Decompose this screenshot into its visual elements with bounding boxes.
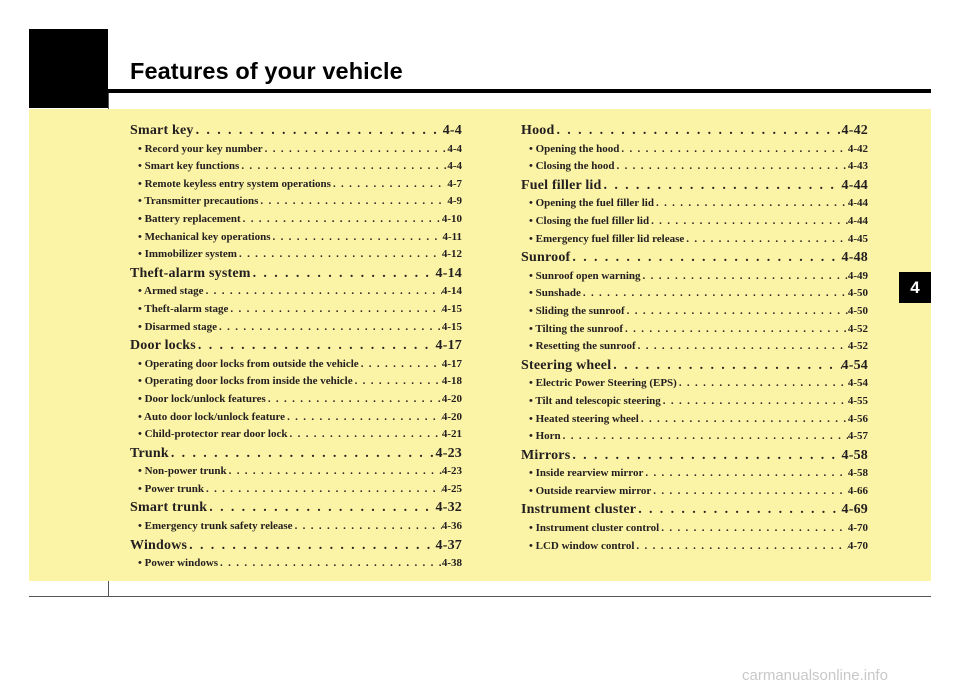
toc-page-number: 4-25 bbox=[441, 482, 462, 495]
toc-leader-dots bbox=[227, 463, 442, 481]
toc-subsection-entry[interactable] bbox=[130, 301, 462, 319]
toc-page-number: 4-49 bbox=[847, 269, 868, 282]
toc-subsection-entry[interactable] bbox=[130, 319, 462, 337]
toc-leader-dots bbox=[204, 283, 442, 301]
toc-page-number: 4-70 bbox=[847, 522, 868, 535]
toc-subsection-entry[interactable] bbox=[130, 373, 462, 391]
toc-entry-label: • Sliding the sunroof bbox=[529, 304, 625, 317]
toc-page-number: 4-50 bbox=[847, 287, 868, 300]
toc-page-number: 4-18 bbox=[441, 375, 462, 388]
toc-page-number: 4-70 bbox=[847, 539, 868, 552]
toc-entry-label: • Transmitter precautions bbox=[138, 195, 259, 208]
toc-entry-label: • Opening the hood bbox=[529, 142, 620, 155]
toc-leader-dots bbox=[285, 409, 442, 427]
toc-subsection-entry[interactable] bbox=[521, 538, 868, 556]
toc-subsection-entry[interactable] bbox=[130, 409, 462, 427]
toc-page-number: 4-23 bbox=[435, 445, 462, 461]
toc-entry-label: Hood bbox=[521, 123, 555, 138]
toc-leader-dots bbox=[641, 268, 848, 286]
toc-subsection-entry[interactable] bbox=[521, 483, 868, 501]
toc-subsection-entry[interactable] bbox=[130, 426, 462, 444]
chapter-number-badge: 4 bbox=[899, 272, 931, 303]
toc-entry-label: • Power windows bbox=[138, 557, 219, 570]
toc-entry-label: • Closing the fuel filler lid bbox=[529, 214, 650, 227]
toc-entry-label: • Sunshade bbox=[529, 287, 581, 300]
toc-subsection-entry[interactable] bbox=[130, 283, 462, 301]
toc-entry-label: Door locks bbox=[130, 338, 196, 354]
toc-page-number: 4-14 bbox=[441, 285, 462, 298]
toc-leader-dots bbox=[654, 195, 848, 213]
toc-entry-label: • Opening the fuel filler lid bbox=[529, 197, 654, 210]
toc-subsection-entry[interactable] bbox=[521, 428, 868, 446]
toc-section-entry[interactable] bbox=[521, 446, 868, 466]
toc-entry-label: • Operating door locks from inside the vehicle bbox=[138, 375, 353, 388]
toc-leader-dots bbox=[218, 555, 442, 573]
toc-subsection-entry[interactable] bbox=[130, 211, 462, 229]
toc-page-number: 4-57 bbox=[847, 430, 868, 443]
toc-subsection-entry[interactable] bbox=[130, 246, 462, 264]
toc-section-entry[interactable] bbox=[521, 500, 868, 520]
toc-leader-dots bbox=[625, 303, 848, 321]
toc-entry-label: • Auto door lock/unlock feature bbox=[138, 410, 286, 423]
toc-leader-dots bbox=[196, 336, 436, 356]
toc-entry-label: • Horn bbox=[529, 430, 561, 443]
toc-page-number: 4-55 bbox=[847, 394, 868, 407]
toc-subsection-entry[interactable] bbox=[521, 158, 868, 176]
toc-entry-label: Fuel filler lid bbox=[521, 177, 602, 193]
toc-page-number: 4-17 bbox=[441, 357, 462, 370]
toc-entry-label: • Battery replacement bbox=[138, 212, 241, 225]
toc-page-number: 4-36 bbox=[441, 520, 462, 533]
toc-subsection-entry[interactable] bbox=[521, 411, 868, 429]
toc-subsection-entry[interactable] bbox=[521, 268, 868, 286]
toc-leader-dots bbox=[677, 375, 848, 393]
toc-entry-label: • Mechanical key operations bbox=[138, 230, 271, 243]
toc-subsection-entry[interactable] bbox=[130, 391, 462, 409]
toc-subsection-entry[interactable] bbox=[521, 393, 868, 411]
toc-page-number: 4-12 bbox=[441, 248, 462, 261]
toc-entry-label: • Immobilizer system bbox=[138, 248, 237, 261]
toc-entry-label: • Heated steering wheel bbox=[529, 412, 639, 425]
toc-leader-dots bbox=[659, 520, 848, 538]
toc-entry-label: Steering wheel bbox=[521, 357, 612, 373]
toc-section-entry[interactable] bbox=[130, 264, 462, 284]
toc-leader-dots bbox=[258, 193, 447, 211]
toc-leader-dots bbox=[194, 121, 443, 141]
toc-page-number: 4-20 bbox=[441, 410, 462, 423]
toc-leader-dots bbox=[649, 213, 848, 231]
toc-entry-label: • Outside rearview mirror bbox=[529, 484, 652, 497]
toc-entry-label: • Closing the hood bbox=[529, 160, 615, 173]
toc-entry-label: • Disarmed stage bbox=[138, 320, 218, 333]
toc-entry-label: • Tilt and telescopic steering bbox=[529, 394, 661, 407]
toc-subsection-entry[interactable] bbox=[521, 231, 868, 249]
toc-right-column bbox=[521, 121, 868, 555]
toc-subsection-entry[interactable] bbox=[521, 195, 868, 213]
toc-page-number: 4-54 bbox=[847, 377, 868, 390]
toc-page-number: 4-44 bbox=[841, 177, 868, 193]
toc-subsection-entry[interactable] bbox=[521, 465, 868, 483]
toc-subsection-entry[interactable] bbox=[521, 338, 868, 356]
toc-entry-label: • Resetting the sunroof bbox=[529, 340, 636, 353]
toc-leader-dots bbox=[581, 285, 848, 303]
toc-subsection-entry[interactable] bbox=[130, 176, 462, 194]
toc-page-number: 4-48 bbox=[841, 250, 868, 266]
toc-subsection-entry[interactable] bbox=[130, 481, 462, 499]
footer-rule bbox=[29, 596, 931, 597]
toc-subsection-entry[interactable] bbox=[130, 158, 462, 176]
toc-page-number: 4-11 bbox=[442, 230, 462, 243]
toc-page-number: 4-52 bbox=[847, 340, 868, 353]
toc-subsection-entry[interactable] bbox=[521, 303, 868, 321]
toc-page-number: 4-69 bbox=[841, 502, 868, 518]
toc-entry-label: • Door lock/unlock features bbox=[138, 392, 266, 405]
toc-leader-dots bbox=[643, 465, 847, 483]
toc-subsection-entry[interactable] bbox=[521, 213, 868, 231]
toc-subsection-entry[interactable] bbox=[130, 518, 462, 536]
toc-entry-label: • Child-protector rear door lock bbox=[138, 428, 288, 441]
toc-subsection-entry[interactable] bbox=[521, 285, 868, 303]
toc-leader-dots bbox=[204, 481, 442, 499]
toc-entry-label: Theft-alarm system bbox=[130, 265, 251, 281]
toc-page-number: 4-14 bbox=[435, 265, 462, 281]
toc-entry-label: • Operating door locks from outside the vehicle bbox=[138, 357, 359, 370]
toc-section-entry[interactable] bbox=[130, 121, 462, 141]
toc-leader-dots bbox=[359, 356, 442, 374]
toc-entry-label: Mirrors bbox=[521, 447, 571, 463]
toc-subsection-entry[interactable] bbox=[521, 141, 868, 159]
toc-leader-dots bbox=[263, 141, 448, 159]
toc-entry-label: • Record your key number bbox=[138, 142, 263, 155]
toc-left-column bbox=[130, 121, 462, 573]
toc-section-entry[interactable] bbox=[521, 176, 868, 196]
toc-entry-label: • Tilting the sunroof bbox=[529, 322, 624, 335]
toc-section-entry[interactable] bbox=[521, 248, 868, 268]
watermark: carmanualsonline.info bbox=[742, 667, 888, 684]
toc-page-number: 4-4 bbox=[447, 160, 462, 173]
toc-leader-dots bbox=[639, 411, 848, 429]
toc-page-number: 4-15 bbox=[441, 302, 462, 315]
toc-section-entry[interactable] bbox=[130, 498, 462, 518]
toc-entry-label: • LCD window control bbox=[529, 539, 635, 552]
toc-entry-label: Smart key bbox=[130, 123, 194, 138]
toc-page-number: 4-15 bbox=[441, 320, 462, 333]
toc-section-entry[interactable] bbox=[521, 356, 868, 376]
toc-entry-label: Smart trunk bbox=[130, 500, 208, 516]
toc-subsection-entry[interactable] bbox=[130, 193, 462, 211]
toc-page-number: 4-9 bbox=[447, 195, 462, 208]
toc-entry-label: • Armed stage bbox=[138, 285, 204, 298]
toc-leader-dots bbox=[554, 121, 841, 141]
toc-page-number: 4-4 bbox=[447, 142, 462, 155]
toc-page-number: 4-23 bbox=[441, 465, 462, 478]
toc-page-number: 4-21 bbox=[441, 428, 462, 441]
toc-leader-dots bbox=[602, 176, 842, 196]
toc-subsection-entry[interactable] bbox=[130, 141, 462, 159]
toc-leader-dots bbox=[570, 446, 841, 466]
toc-page-number: 4-50 bbox=[847, 304, 868, 317]
toc-entry-label: • Emergency fuel filler lid release bbox=[529, 232, 685, 245]
toc-entry-label: • Emergency trunk safety release bbox=[138, 520, 293, 533]
toc-entry-label: • Power trunk bbox=[138, 482, 204, 495]
toc-page-number: 4-45 bbox=[847, 232, 868, 245]
toc-entry-label: • Theft-alarm stage bbox=[138, 302, 229, 315]
toc-leader-dots bbox=[614, 158, 847, 176]
toc-entry-label: • Instrument cluster control bbox=[529, 522, 660, 535]
toc-entry-label: Windows bbox=[130, 537, 188, 553]
toc-leader-dots bbox=[570, 248, 841, 268]
toc-entry-label: Instrument cluster bbox=[521, 502, 637, 518]
toc-section-entry[interactable] bbox=[521, 121, 868, 141]
toc-page-number: 4-10 bbox=[441, 212, 462, 225]
toc-leader-dots bbox=[169, 444, 436, 464]
page-title: Features of your vehicle bbox=[130, 58, 403, 84]
toc-leader-dots bbox=[611, 356, 841, 376]
toc-page-number: 4-43 bbox=[847, 160, 868, 173]
toc-entry-label: • Non-power trunk bbox=[138, 465, 227, 478]
chapter-tab-block bbox=[29, 29, 108, 108]
header-rule bbox=[108, 89, 931, 93]
toc-leader-dots bbox=[217, 319, 442, 337]
toc-leader-dots bbox=[636, 500, 841, 520]
toc-leader-dots bbox=[331, 176, 447, 194]
toc-leader-dots bbox=[561, 428, 848, 446]
toc-subsection-entry[interactable] bbox=[130, 229, 462, 247]
toc-page-number: 4-52 bbox=[847, 322, 868, 335]
toc-page-number: 4-58 bbox=[847, 467, 868, 480]
toc-leader-dots bbox=[634, 538, 847, 556]
toc-entry-label: • Remote keyless entry system operations bbox=[138, 177, 331, 190]
toc-leader-dots bbox=[270, 229, 442, 247]
toc-leader-dots bbox=[251, 264, 436, 284]
toc-leader-dots bbox=[288, 426, 442, 444]
toc-page-number: 4-44 bbox=[847, 214, 868, 227]
toc-page-number: 4-4 bbox=[442, 123, 462, 138]
toc-entry-label: Trunk bbox=[130, 445, 169, 461]
toc-page-number: 4-38 bbox=[441, 557, 462, 570]
toc-page-number: 4-56 bbox=[847, 412, 868, 425]
toc-page-number: 4-37 bbox=[435, 537, 462, 553]
toc-subsection-entry[interactable] bbox=[130, 555, 462, 573]
toc-page-number: 4-32 bbox=[435, 500, 462, 516]
toc-section-entry[interactable] bbox=[130, 336, 462, 356]
toc-page-number: 4-7 bbox=[447, 177, 462, 190]
toc-subsection-entry[interactable] bbox=[521, 375, 868, 393]
toc-leader-dots bbox=[187, 536, 435, 556]
toc-leader-dots bbox=[636, 338, 848, 356]
toc-subsection-entry[interactable] bbox=[130, 356, 462, 374]
toc-page-number: 4-54 bbox=[841, 357, 868, 373]
toc-page-number: 4-20 bbox=[441, 392, 462, 405]
toc-subsection-entry[interactable] bbox=[521, 520, 868, 538]
toc-page-number: 4-44 bbox=[847, 197, 868, 210]
toc-entry-label: • Sunroof open warning bbox=[529, 269, 641, 282]
toc-section-entry[interactable] bbox=[130, 444, 462, 464]
toc-page-number: 4-42 bbox=[847, 142, 868, 155]
toc-subsection-entry[interactable] bbox=[521, 321, 868, 339]
toc-leader-dots bbox=[619, 141, 847, 159]
toc-leader-dots bbox=[239, 158, 447, 176]
toc-page-number: 4-58 bbox=[841, 447, 868, 463]
toc-entry-label: • Smart key functions bbox=[138, 160, 240, 173]
toc-leader-dots bbox=[293, 518, 442, 536]
toc-page-number: 4-17 bbox=[435, 338, 462, 354]
toc-leader-dots bbox=[661, 393, 848, 411]
toc-page-number: 4-66 bbox=[847, 484, 868, 497]
toc-leader-dots bbox=[651, 483, 848, 501]
toc-leader-dots bbox=[623, 321, 848, 339]
toc-page-number: 4-42 bbox=[841, 123, 868, 138]
toc-entry-label: Sunroof bbox=[521, 250, 571, 266]
toc-leader-dots bbox=[207, 498, 435, 518]
toc-entry-label: • Electric Power Steering (EPS) bbox=[529, 377, 677, 390]
toc-leader-dots bbox=[241, 211, 442, 229]
toc-leader-dots bbox=[237, 246, 442, 264]
toc-leader-dots bbox=[228, 301, 441, 319]
toc-leader-dots bbox=[353, 373, 442, 391]
toc-leader-dots bbox=[266, 391, 442, 409]
toc-subsection-entry[interactable] bbox=[130, 463, 462, 481]
toc-entry-label: • Inside rearview mirror bbox=[529, 467, 644, 480]
toc-section-entry[interactable] bbox=[130, 536, 462, 556]
toc-leader-dots bbox=[684, 231, 848, 249]
